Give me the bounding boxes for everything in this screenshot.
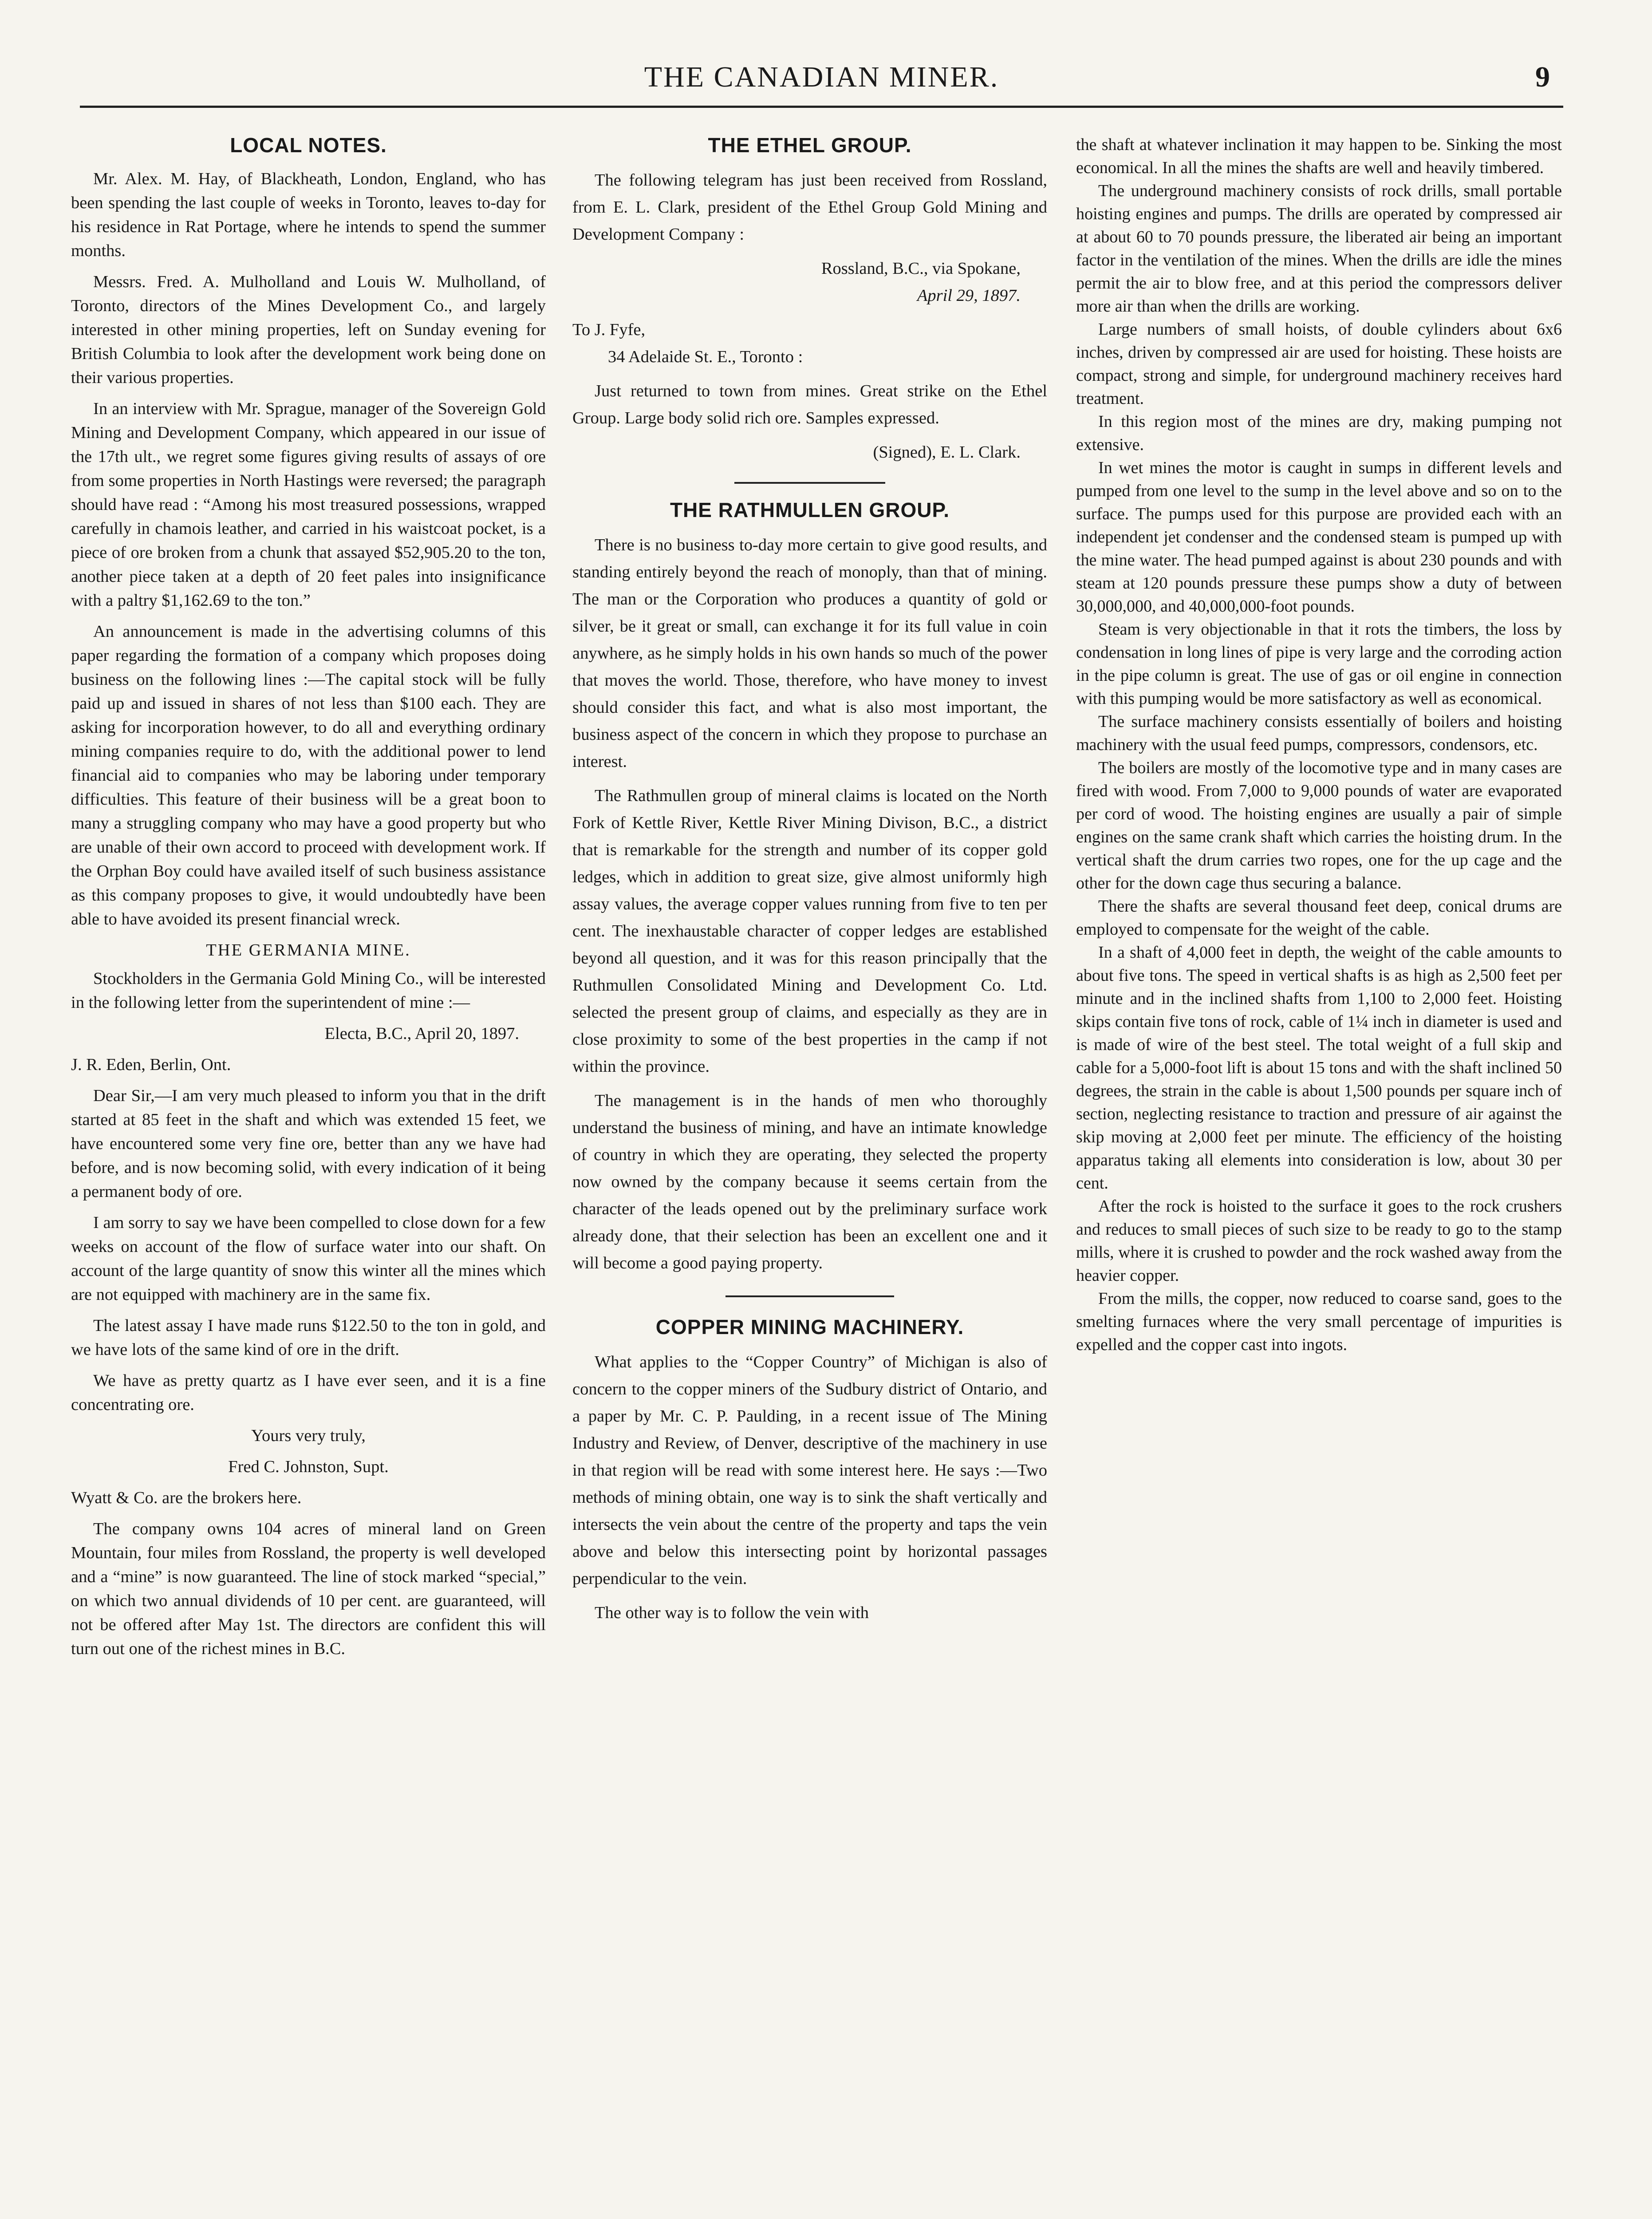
copper-mining-continued: The boilers are mostly of the locomotive type and in many cases are fired with wood. From 7,000 to 9,000 pounds of water are evaporated per cord of wood. The hoisting engines are usually a pair of simple engines on the same crank shaft which carries the hoisting drum. In the vertical shaft the drum carries two ropes, one for the up cage and the other for the down cage thus securing a balance.: [1076, 758, 1562, 892]
local-notes-paragraph: Messrs. Fred. A. Mulholland and Louis W. Mulholland, of Toronto, directors of the Mines Development Co., and largely interested in other mining properties, left on Sunday evening for British Columbia to look after the development work being done on their various properties.: [71, 272, 546, 387]
ethel-to: To J. Fyfe,: [572, 320, 646, 339]
copper-mining-continued: After the rock is hoisted to the surface it goes to the rock crushers and reduces to small pieces of such size to be ready to go to the stamp mills, where it is crushed to powder and the rock washed away from the heavier copper.: [1076, 1197, 1562, 1285]
ethel-intro: The following telegram has just been received from Rossland, from E. L. Clark, president of the Ethel Group Gold Mining and Development Company :: [572, 171, 1047, 244]
germania-closing: Yours very truly,: [251, 1426, 366, 1445]
ethel-date: April 29, 1897.: [917, 286, 1021, 305]
germania-letter-paragraph: Dear Sir,—I am very much pleased to inform you that in the drift started at 85 feet in the shaft and which was extended 15 feet, we have encountered some very fine ore, better than any we have had before, and is now becoming solid, with every indication of it being a permanent body of ore.: [71, 1086, 546, 1201]
rathmullen-group-heading: THE RATHMULLEN GROUP.: [670, 498, 950, 521]
germania-letter-paragraph: We have as pretty quartz as I have ever seen, and it is a fine concentrating ore.: [71, 1371, 546, 1414]
copper-mining-continued: The underground machinery consists of rock drills, small portable hoisting engines and pumps. The drills are operated by compressed air at about 60 to 70 pounds pressure, the liberated air being an important factor in the ventilation of the mines. When the drills are idle the mines permit the air to blow free, and at this period the compressors deliver more air than when the drills are working.: [1076, 182, 1562, 316]
copper-mining-continued: Large numbers of small hoists, of double cylinders about 6x6 inches, driven by compressed air are used for hoisting. These hoists are compact, strong and simple, for underground machinery receives hard treatment.: [1076, 320, 1562, 408]
local-notes-paragraph: In an interview with Mr. Sprague, manager of the Sovereign Gold Mining and Development Company, which appeared in our issue of the 17th ult., we regret some figures giving results of assays of ore from some properties in North Hastings were reversed; the paragraph should have read : “Among his most treasured possessions, wrapped carefully in chamois leather, and carried in his waistcoat pocket, is a piece of ore broken from a chunk that assayed $52,905.20 to the ton, another piece taken at a depth of 20 feet pales into insignificance with a paltry $1,162.69 to the ton.”: [71, 399, 546, 610]
publication-title: THE CANADIAN MINER.: [644, 61, 999, 93]
copper-mining-continued: In wet mines the motor is caught in sumps in different levels and pumped from one level to the sump in the level above and so on to the surface. The pumps used for this purpose are provided each with an independent jet condenser and the condensed steam is pumped up with the mine water. The head pumped against is about 230 pounds and with steam at 120 pounds pressure these pumps show a duty of between 30,000,000, and 40,000,000-foot pounds.: [1076, 458, 1562, 616]
copper-mining-continued: the shaft at whatever inclination it may happen to be. Sinking the most economical. In all the mines the shafts are well and heavily timbered.: [1076, 135, 1562, 177]
header-rule: [80, 106, 1563, 108]
germania-intro: Stockholders in the Germania Gold Mining Co., will be interested in the following letter from the superintendent of mine :—: [71, 969, 546, 1012]
germania-company-paragraph: The company owns 104 acres of mineral land on Green Mountain, four miles from Rossland, the property is well developed and a “mine” is now guaranteed. The line of stock marked “special,” on which two annual dividends of 10 per cent. are guaranteed, will not be offered after May 1st. The directors are confident this will turn out one of the richest mines in B.C.: [71, 1520, 546, 1658]
copper-mining-continued: In this region most of the mines are dry, making pumping not extensive.: [1076, 412, 1562, 454]
ethel-telegram-body: Just returned to town from mines. Great strike on the Ethel Group. Large body solid rich ore. Samples expressed.: [572, 382, 1047, 427]
rathmullen-paragraph: The Rathmullen group of mineral claims is located on the North Fork of Kettle River, Kettle River Mining Divison, B.C., a district that is remarkable for the strength and number of its copper gold ledges, which in addition to great size, give almost uniformly high assay values, the average copper values running from five to ten per cent. The inexhaustable character of copper ledges are established beyond all question, and it was for this reason principally that the Ruthmullen Consolidated Mining and Development Co. Ltd. selected the present group of claims, and especially as they are in close proximity to some of the best properties in the camp if not within the province.: [572, 786, 1047, 1076]
germania-addressee: J. R. Eden, Berlin, Ont.: [71, 1055, 231, 1074]
germania-signature: Fred C. Johnston, Supt.: [228, 1457, 389, 1476]
copper-mining-continued: In a shaft of 4,000 feet in depth, the weight of the cable amounts to about five tons. The speed in vertical shafts is as high as 2,500 feet per minute and in the inclined shafts from 1,100 to 2,000 feet. Hoisting skips contain five tons of rock, cable of 1¼ inch in diameter is used and is made of wire of the best steel. The total weight of a full skip and cable for a 5,000-foot lift is about 15 tons and with the shaft inclined 50 degrees, the strain in the cable is about 1,500 pounds per square inch of section, neglecting resistance to traction and pressure of air against the skip moving at 2,000 feet per minute. The efficiency of the hoisting apparatus taking all elements into consideration is low, about 30 per cent.: [1076, 943, 1562, 1192]
ethel-signed: (Signed), E. L. Clark.: [873, 443, 1021, 462]
copper-mining-continued: From the mills, the copper, now reduced to coarse sand, goes to the smelting furnaces where the very small percentage of impurities is expelled and the copper cast into ingots.: [1076, 1289, 1562, 1354]
germania-letter-paragraph: I am sorry to say we have been compelled to close down for a few weeks on account of the flow of surface water into our shaft. On account of the large quantity of snow this winter all the mines which are not equipped with machinery are in the same fix.: [71, 1213, 546, 1304]
germania-subheading: THE GERMANIA MINE.: [206, 941, 411, 959]
local-notes-heading: LOCAL NOTES.: [230, 134, 387, 157]
local-notes-paragraph: An announcement is made in the advertising columns of this paper regarding the formation of a company which proposes doing business on the following lines :—The capital stock will be fully paid up and issued in shares of not less than $100 each. They are asking for incorporation however, to do all and everything ordinary mining companies require to do, with the additional power to lend financial aid to companies who may be laboring under temporary difficulties. This feature of their business will be a great boon to many a struggling company who may have a good property but who are unable of their own accord to proceed with development work. If the Orphan Boy could have availed itself of such business assistance as this company proposes to give, it would undoubtedly have been able to have avoided its present financial wreck.: [71, 622, 546, 928]
ethel-group-heading: THE ETHEL GROUP.: [708, 134, 912, 157]
copper-mining-continued: The surface machinery consists essentially of boilers and hoisting machinery with the usual feed pumps, compressors, condensors, etc.: [1076, 712, 1562, 754]
germania-letter-paragraph: The latest assay I have made runs $122.50 to the ton in gold, and we have lots of the same kind of ore in the drift.: [71, 1316, 546, 1359]
copper-mining-paragraph: The other way is to follow the vein with: [595, 1603, 869, 1622]
rathmullen-paragraph: The management is in the hands of men who thoroughly understand the business of mining, and have an intimate knowledge of country in which they are operating, they selected the property now owned by the company because it seems certain from the character of the leads opened out by the preliminary surface work already done, that their selection has been an excellent one and it will become a good paying property.: [572, 1091, 1047, 1272]
local-notes-paragraph: Mr. Alex. M. Hay, of Blackheath, London, England, who has been spending the last couple of weeks in Toronto, leaves to-day for his residence in Rat Portage, where he intends to spend the summer months.: [71, 170, 546, 260]
column-3: [1076, 133, 1562, 2178]
copper-mining-paragraph: What applies to the “Copper Country” of Michigan is also of concern to the copper miners of the Sudbury district of Ontario, and a paper by Mr. C. P. Paulding, in a recent issue of The Mining Industry and Review, of Denver, descriptive of the machinery in use in that region will be read with some interest here. He says :—Two methods of mining obtain, one way is to sink the shaft vertically and intersects the vein about the centre of the property and taps the vein above and below this intersecting point by horizontal passages perpendicular to the vein.: [572, 1353, 1047, 1588]
germania-brokers: Wyatt & Co. are the brokers here.: [71, 1489, 302, 1507]
page-number: 9: [1535, 61, 1550, 93]
column-1: [71, 133, 546, 2178]
section-divider: [725, 1295, 894, 1297]
ethel-place: Rossland, B.C., via Spokane,: [821, 259, 1021, 278]
copper-mining-heading: COPPER MINING MACHINERY.: [655, 1315, 964, 1339]
germania-dateline: Electa, B.C., April 20, 1897.: [324, 1024, 519, 1043]
column-2: [572, 133, 1047, 2178]
rathmullen-paragraph: There is no business to-day more certain to give good results, and standing entirely beyond the reach of monoply, than that of mining. The man or the Corporation who produces a quantity of gold or silver, be it great or small, can exchange it for its full value in coin anywhere, as he simply holds in his own hands so much of the power that moves the world. Those, therefore, who have money to invest should consider this fact, and what is also most important, the business aspect of the concern in which they propose to purchase an interest.: [572, 536, 1047, 771]
copper-mining-continued: There the shafts are several thousand feet deep, conical drums are employed to compensate for the weight of the cable.: [1076, 897, 1562, 939]
page-header: [80, 58, 1563, 111]
copper-mining-continued: Steam is very objectionable in that it rots the timbers, the loss by condensation in long lines of pipe is very large and the corroding action in the pipe column is great. The use of gas or oil engine in connection with this pumping would be more satisfactory as well as economical.: [1076, 620, 1562, 708]
ethel-address: 34 Adelaide St. E., Toronto :: [608, 347, 803, 366]
section-divider: [734, 482, 885, 484]
